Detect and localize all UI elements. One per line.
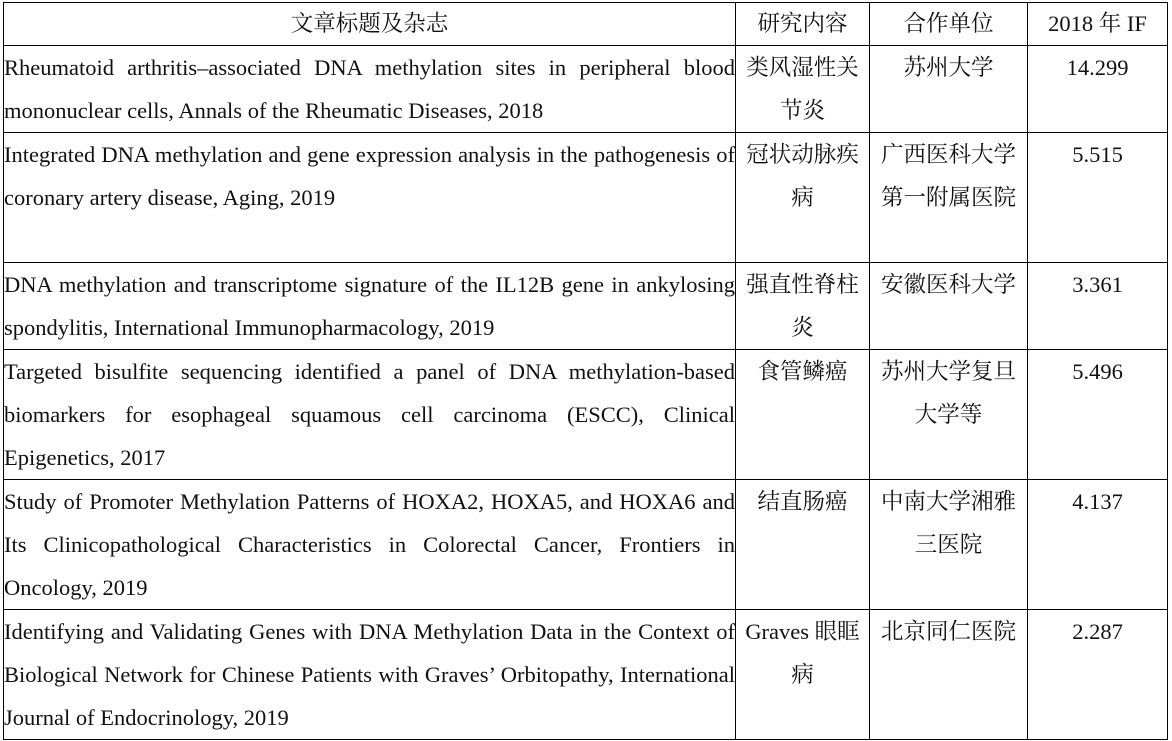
research-topic-cell: 强直性脊柱炎 xyxy=(736,263,870,350)
table-row xyxy=(4,46,1168,133)
header-unit: 合作单位 xyxy=(870,3,1028,46)
impact-factor-cell: 2.287 xyxy=(1028,610,1168,740)
research-topic-cell: Graves 眼眶病 xyxy=(736,610,870,740)
article-title-cell: Study of Promoter Methylation Patterns of HOXA2, HOXA5, and HOXA6 and Its Clinicopathological Characteristics in Colorectal Cancer, Frontiers in Oncology, 2019 xyxy=(4,480,736,610)
article-title-cell: DNA methylation and transcriptome signature of the IL12B gene in ankylosing spondylitis, International Immunopharmacology, 2019 xyxy=(4,263,736,350)
partner-unit-cell: 中南大学湘雅三医院 xyxy=(870,480,1028,610)
impact-factor-cell: 14.299 xyxy=(1028,46,1168,133)
impact-factor-cell: 5.496 xyxy=(1028,350,1168,480)
partner-unit-cell: 苏州大学 xyxy=(870,46,1028,133)
partner-unit-cell: 安徽医科大学 xyxy=(870,263,1028,350)
header-title: 文章标题及杂志 xyxy=(4,3,736,46)
table-body xyxy=(4,46,1168,740)
table-row xyxy=(4,610,1168,740)
publications-table xyxy=(3,2,1168,740)
article-title-cell: Rheumatoid arthritis–associated DNA methylation sites in peripheral blood mononuclear cells, Annals of the Rheumatic Diseases, 2018 xyxy=(4,46,736,133)
impact-factor-cell: 3.361 xyxy=(1028,263,1168,350)
partner-unit-cell: 北京同仁医院 xyxy=(870,610,1028,740)
header-topic: 研究内容 xyxy=(736,3,870,46)
article-title-cell: Targeted bisulfite sequencing identified a panel of DNA methylation-based biomarkers for esophageal squamous cell carcinoma (ESCC), Clinical Epigenetics, 2017 xyxy=(4,350,736,480)
table-row xyxy=(4,263,1168,350)
header-impact-factor: 2018 年 IF xyxy=(1028,3,1168,46)
table-row xyxy=(4,480,1168,610)
research-topic-cell: 类风湿性关节炎 xyxy=(736,46,870,133)
research-topic-cell: 食管鳞癌 xyxy=(736,350,870,480)
table-header xyxy=(4,3,1168,46)
research-topic-cell: 结直肠癌 xyxy=(736,480,870,610)
article-title-cell: Identifying and Validating Genes with DNA Methylation Data in the Context of Biological Network for Chinese Patients with Graves’ Orbitopathy, International Journal of Endocrinology, 2019 xyxy=(4,610,736,740)
article-title-cell: Integrated DNA methylation and gene expression analysis in the pathogenesis of coronary artery disease, Aging, 2019 xyxy=(4,133,736,263)
impact-factor-cell: 4.137 xyxy=(1028,480,1168,610)
research-topic-cell: 冠状动脉疾病 xyxy=(736,133,870,263)
table-row xyxy=(4,350,1168,480)
partner-unit-cell: 广西医科大学第一附属医院 xyxy=(870,133,1028,263)
table-row xyxy=(4,133,1168,263)
impact-factor-cell: 5.515 xyxy=(1028,133,1168,263)
partner-unit-cell: 苏州大学复旦大学等 xyxy=(870,350,1028,480)
header-row xyxy=(4,3,1168,46)
